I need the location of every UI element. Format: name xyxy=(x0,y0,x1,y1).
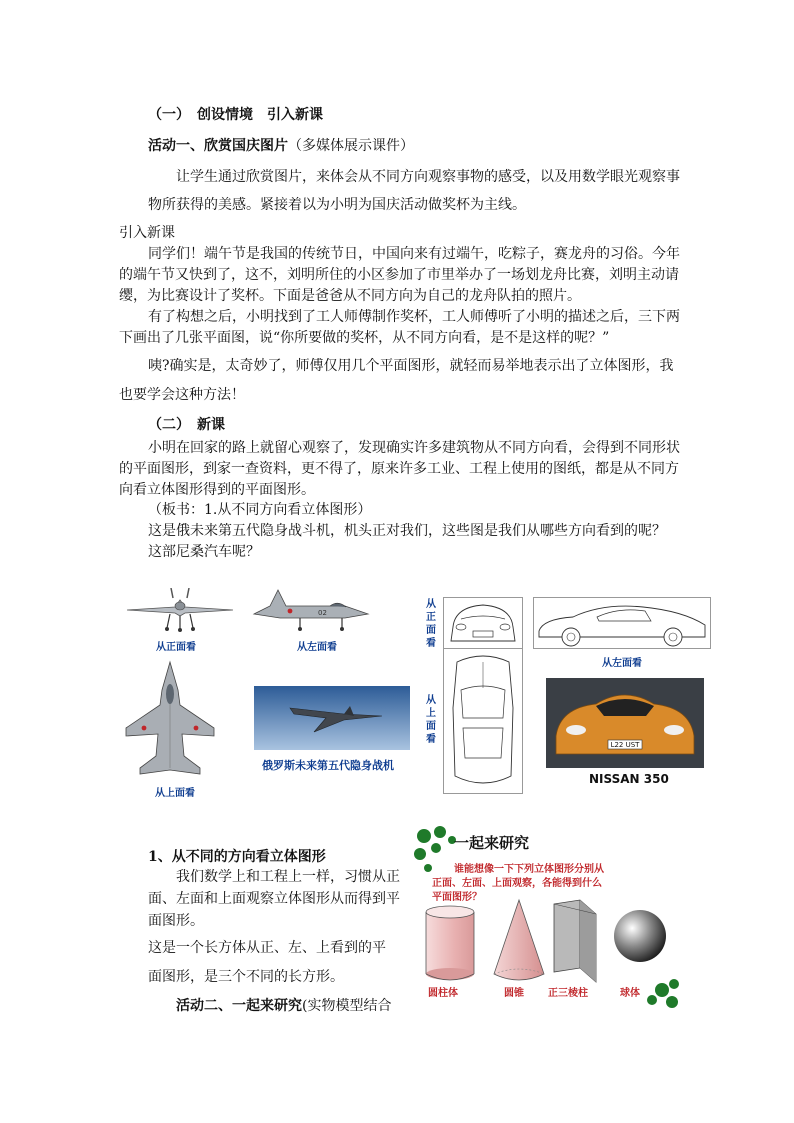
s1-para2-line2: 的端午节又快到了，这不，刘明所住的小区参加了市里举办了一场划龙舟比赛，刘明主动请 xyxy=(119,267,679,283)
cone-shape xyxy=(492,898,546,986)
slide-text-line1: 谁能想像一下下列立体图形分别从 xyxy=(454,864,604,875)
board-note: （板书：1.从不同方向看立体图形） xyxy=(148,502,372,518)
label-cone: 圆锥 xyxy=(504,988,524,999)
car-top-view xyxy=(443,648,523,794)
car-photo xyxy=(546,678,704,768)
s1-para4-line2: 也要学会这种方法！ xyxy=(119,387,245,403)
question-car: 这部尼桑汽车呢？ xyxy=(148,544,260,560)
triangular-prism-shape xyxy=(550,898,600,988)
s2-para1-line3: 向看立体图形得到的平面图形。 xyxy=(119,482,315,498)
s1-para2-line3: 缨，为比赛设计了奖杯。下面是爸爸从不同方向为自己的龙舟队拍的照片。 xyxy=(119,288,581,304)
s1-para3-line2: 下画出了几张平面图，说“你所要做的奖杯，从不同方向看，是不是这样的呢？” xyxy=(119,330,610,346)
car-brand-caption: NISSAN 350 xyxy=(589,772,669,786)
jet-tail-number: 02 xyxy=(318,609,327,617)
activity1-title: 活动一、欣赏国庆图片 xyxy=(148,138,288,154)
sphere-shape xyxy=(612,908,668,964)
s2-para1-line1: 小明在回家的路上就留心观察了，发现确实许多建筑物从不同方向看，会得到不同形状 xyxy=(148,440,680,456)
question-jet: 这是俄未来第五代隐身战斗机，机头正对我们，这些图是我们从哪些方向看到的呢？ xyxy=(148,523,666,539)
car-left-view xyxy=(533,597,711,649)
car-plate: L22 UST xyxy=(610,741,640,749)
intro-label: 引入新课 xyxy=(119,225,175,241)
s1-para1-line1: 让学生通过欣赏图片，来体会从不同方向观察事物的感受，以及用数学眼光观察事 xyxy=(176,169,680,185)
leaf-corner-icon xyxy=(642,970,684,1012)
car-front-view xyxy=(443,597,523,649)
s1-para1-line2: 物所获得的美感。紧接着以为小明为国庆活动做奖杯为主线。 xyxy=(148,197,526,213)
activity2-title: 活动二、一起来研究 xyxy=(176,998,302,1014)
s3-para1-line1: 我们数学上和工程上一样，习惯从正 xyxy=(176,869,400,885)
jet-left-caption: 从左面看 xyxy=(297,642,337,653)
section2-heading: （二） 新课 xyxy=(148,417,225,433)
jet-left-view xyxy=(250,588,370,632)
s3-para1-line3: 面图形。 xyxy=(148,913,204,929)
jet-front-view xyxy=(125,588,235,632)
solids-slide xyxy=(410,822,684,1012)
car-front-label: 从正面看 xyxy=(426,599,436,649)
car-left-caption: 从左面看 xyxy=(602,658,642,669)
car-top-label: 从上面看 xyxy=(426,695,436,745)
s2-para1-line2: 的平面图形，到家一查资料，更不得了，原来许多工业、工程上使用的图纸，都是从不同方 xyxy=(119,461,679,477)
cylinder-shape xyxy=(422,902,478,984)
s3-para2-line2: 面图形，是三个不同的长方形。 xyxy=(148,969,344,985)
label-sphere: 球体 xyxy=(620,988,640,999)
slide-title: 一起来研究 xyxy=(454,834,530,852)
label-triangular-prism: 正三棱柱 xyxy=(548,988,588,999)
activity1-title-line xyxy=(148,135,414,155)
section1-heading: （一） 创设情境 引入新课 xyxy=(148,107,323,123)
section3-heading: 1、从不同的方向看立体图形 xyxy=(148,849,326,865)
s1-para2-line1: 同学们！端午节是我国的传统节日，中国向来有过端午，吃粽子，赛龙舟的习俗。今年 xyxy=(148,246,680,262)
label-cylinder: 圆柱体 xyxy=(428,988,458,999)
activity2-note: (实物模型结合 xyxy=(302,998,392,1014)
activity2-line xyxy=(176,995,391,1015)
jet-top-view xyxy=(122,660,218,778)
s3-para2-line1: 这是一个长方体从正、左、上看到的平 xyxy=(148,940,386,956)
s1-para4-line1: 咦?确实是，太奇妙了，师傅仅用几个平面图形，就轻而易举地表示出了立体图形，我 xyxy=(148,358,674,374)
jet-photo-caption: 俄罗斯未来第五代隐身战机 xyxy=(262,759,394,772)
slide-text-line3: 平面图形？ xyxy=(432,892,482,903)
jet-top-caption: 从上面看 xyxy=(155,788,195,799)
jet-photo xyxy=(254,686,410,750)
s1-para3-line1: 有了构想之后，小明找到了工人师傅制作奖杯，工人师傅听了小明的描述之后，三下两 xyxy=(148,309,680,325)
jet-front-caption: 从正面看 xyxy=(156,642,196,653)
s3-para1-line2: 面、左面和上面观察立体图形从而得到平 xyxy=(148,891,400,907)
activity1-note: （多媒体展示课件） xyxy=(288,138,414,154)
slide-text-line2: 正面、左面、上面观察，各能得到什么 xyxy=(432,878,602,889)
